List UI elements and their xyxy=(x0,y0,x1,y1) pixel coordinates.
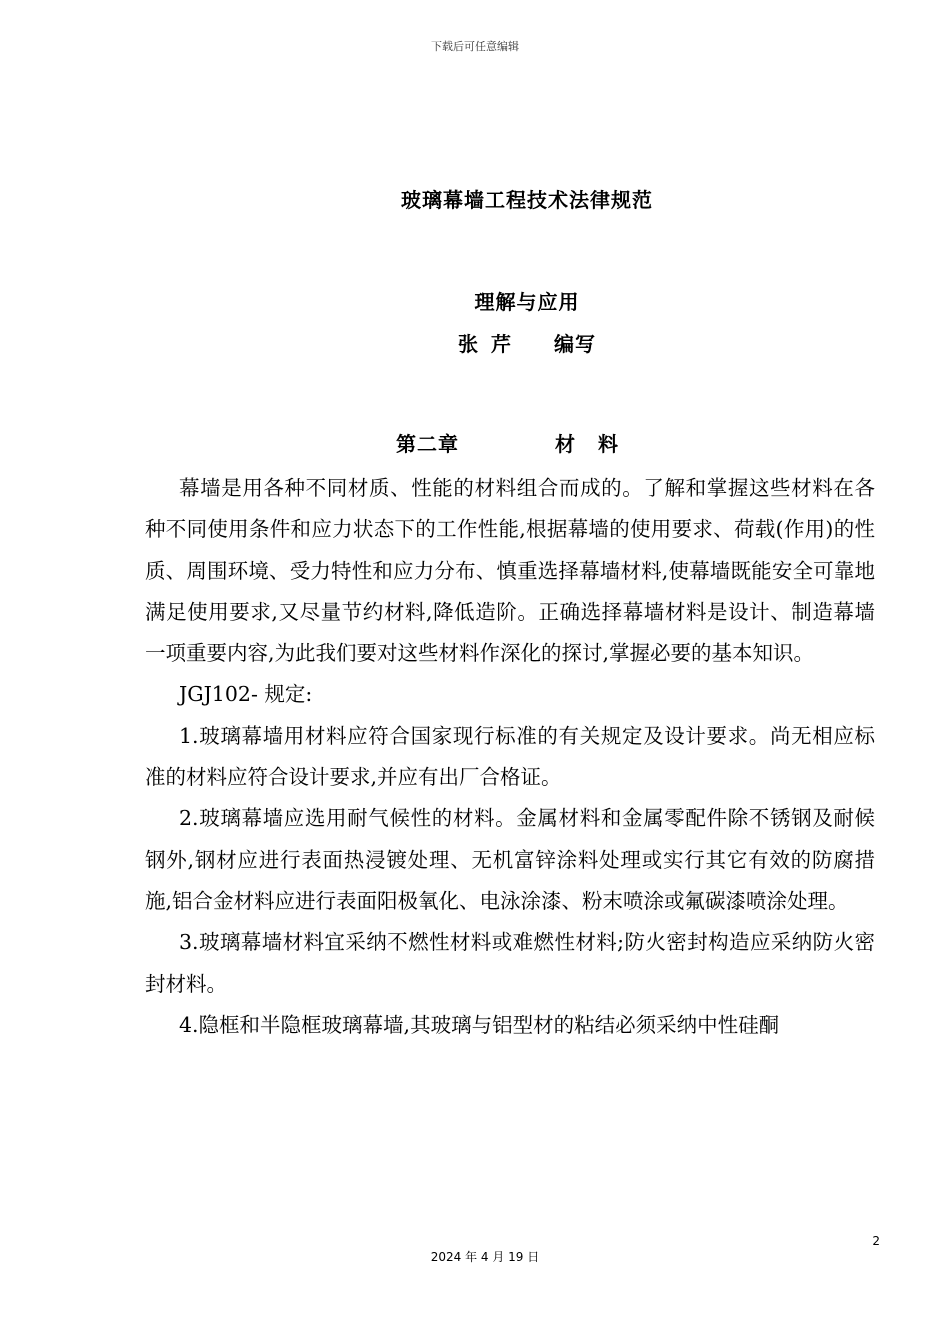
chapter-heading xyxy=(0,428,950,457)
body-text xyxy=(145,468,875,1046)
page-footer-date: 2024 年 4 月 19 日 xyxy=(430,1250,540,1264)
paragraph-item-2: 2.玻璃幕墙应选用耐气候性的材料。金属材料和金属零配件除不锈钢及耐候钢外,钢材应进行表面热浸镀处理、无机富锌涂料处理或实行其它有效的防腐措施,铝合金材料应进行表面阳极氧化、电泳涂漆、粉末喷涂或氟碳漆喷涂处理。 xyxy=(145,806,875,913)
chapter-label: 第二章 xyxy=(396,432,459,456)
paragraph-intro: 幕墙是用各种不同材质、性能的材料组合而成的。了解和掌握这些材料在各种不同使用条件和应力状态下的工作性能,根据幕墙的使用要求、荷载(作用)的性质、周围环境、受力特性和应力分布、慎重选择幕墙材料,使幕墙既能安全可靠地满足使用要求,又尽量节约材料,降低造阶。正确选择幕墙材料是设计、制造幕墙一项重要内容,为此我们要对这些材料作深化的探讨,掌握必要的基本知识。 xyxy=(145,476,875,666)
author-name-first: 张 xyxy=(458,332,479,356)
page-header-note: 下载后可任意编辑 xyxy=(431,40,519,53)
author-role: 编写 xyxy=(554,332,596,356)
chapter-title-first: 材 xyxy=(555,432,576,456)
document-subtitle: 理解与应用 xyxy=(474,290,580,314)
author-name-second: 芹 xyxy=(491,332,512,356)
document-title: 玻璃幕墙工程技术法律规范 xyxy=(401,188,653,212)
chapter-title-second: 料 xyxy=(598,432,619,456)
paragraph-item-4: 4.隐框和半隐框玻璃幕墙,其玻璃与铝型材的粘结必须采纳中性硅酮 xyxy=(179,1012,780,1037)
page-number: 2 xyxy=(872,1234,880,1248)
paragraph-standard: JGJ102- 规定: xyxy=(179,682,313,707)
paragraph-item-3: 3.玻璃幕墙材料宜采纳不燃性材料或难燃性材料;防火密封构造应采纳防火密封材料。 xyxy=(145,930,875,996)
document-author xyxy=(0,328,950,357)
paragraph-item-1: 1.玻璃幕墙用材料应符合国家现行标准的有关规定及设计要求。尚无相应标准的材料应符合设计要求,并应有出厂合格证。 xyxy=(145,723,875,790)
